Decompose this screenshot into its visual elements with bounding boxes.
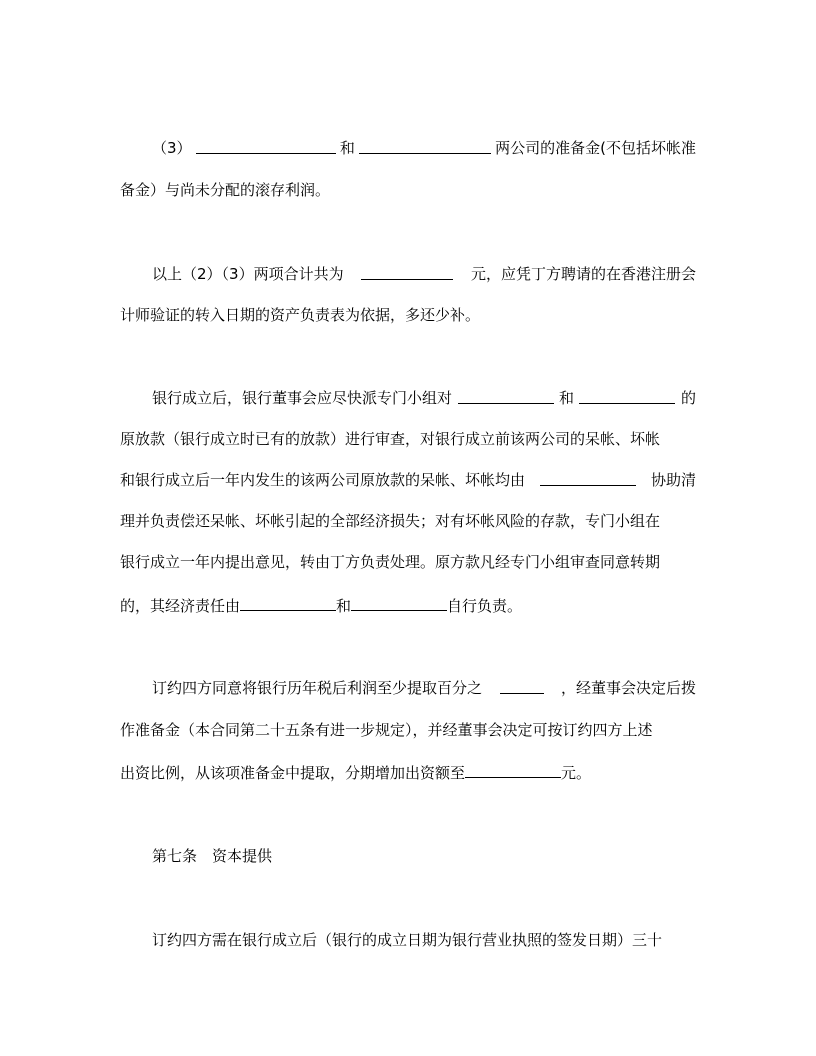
para4-l3-prefix: 出资比例，从该项准备金中提取，分期增加出资额至: [120, 764, 466, 782]
para4-l3-suffix: 元。: [561, 764, 592, 782]
para4-line2: 作准备金（本合同第二十五条有进一步规定），并经董事会决定可按订约四方上述: [120, 721, 653, 739]
blank-liable-party-b[interactable]: [351, 595, 447, 611]
para2-prefix: 以上（2）（3）两项合计共为: [152, 265, 344, 283]
para3-line5: 银行成立一年内提出意见，转由丁方负责处理。原方款凡经专门小组审查同意转期: [120, 553, 661, 571]
para3-suffix: 的: [680, 389, 696, 407]
para1-line2: 备金）与尚未分配的滚存利润。: [120, 181, 331, 199]
blank-company-a[interactable]: [196, 138, 336, 154]
para3-line6: [120, 595, 696, 616]
para4-suffix: ，经董事会决定后拨: [560, 679, 696, 697]
para1-suffix: 两公司的准备金(不包括坏帐准: [495, 139, 696, 157]
blank-review-company-b[interactable]: [579, 388, 675, 404]
para4-prefix: 订约四方同意将银行历年税后利润至少提取百分之: [152, 679, 483, 697]
para1-line1: [120, 138, 696, 158]
blank-total-amount[interactable]: [361, 264, 453, 280]
article-heading: 第七条 资本提供: [152, 847, 273, 865]
blank-assisting-party[interactable]: [540, 470, 636, 486]
para1-prefix: （3）: [152, 139, 192, 157]
para4-line1: [120, 678, 696, 698]
blank-capital-amount[interactable]: [465, 762, 561, 778]
para3-l3-suffix: 协助清: [650, 471, 696, 489]
para5-line1: 订约四方需在银行成立后（银行的成立日期为银行营业执照的签发日期）三十: [152, 931, 663, 949]
blank-liable-party-a[interactable]: [240, 595, 336, 611]
para3-l6-prefix: 的，其经济责任由: [120, 597, 241, 615]
para1-and: 和: [339, 139, 355, 157]
para4-line3: [120, 762, 696, 783]
para2-line1: [120, 264, 696, 284]
blank-review-company-a[interactable]: [458, 388, 554, 404]
blank-profit-percent[interactable]: [500, 678, 544, 694]
para3-and: 和: [558, 389, 574, 407]
para2-line2: 计师验证的转入日期的资产负责表为依据，多还少补。: [120, 306, 481, 324]
blank-company-b[interactable]: [359, 138, 491, 154]
para3-l6-and: 和: [336, 597, 352, 615]
para2-suffix: 元，应凭丁方聘请的在香港注册会: [470, 265, 696, 283]
para3-line2: 原放款（银行成立时已有的放款）进行审查，对银行成立前该两公司的呆帐、坏帐: [120, 430, 661, 448]
para3-l6-suffix: 自行负责。: [447, 597, 523, 615]
para3-l3-prefix: 和银行成立后一年内发生的该两公司原放款的呆帐、坏帐均由: [120, 471, 526, 489]
para3-prefix: 银行成立后，银行董事会应尽快派专门小组对: [152, 389, 453, 407]
para3-line1: [120, 388, 696, 408]
para3-line4: 理并负责偿还呆帐、坏帐引起的全部经济损失；对有坏帐风险的存款，专门小组在: [120, 512, 661, 530]
para3-line3: [120, 470, 696, 490]
